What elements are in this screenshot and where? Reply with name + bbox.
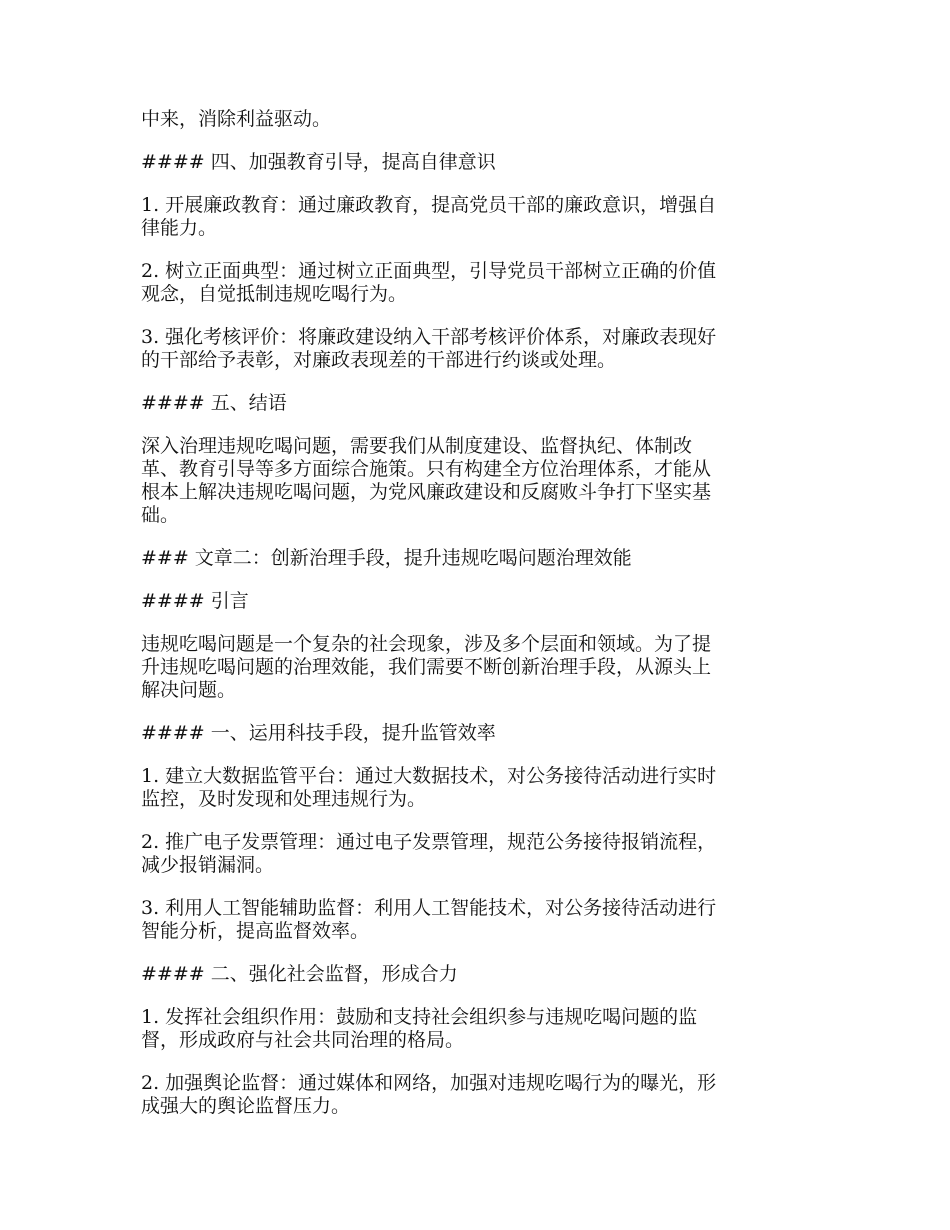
paragraph [141,831,806,877]
paragraph [141,108,806,131]
text-line: 1. 建立大数据监管平台：通过大数据技术，对公务接待活动进行实时 [141,765,717,787]
text-line: 律能力。 [141,217,218,239]
text-line: 3. 利用人工智能辅助监督：利用人工智能技术，对公务接待活动进行 [141,897,717,919]
text-line: 1. 发挥社会组织作用：鼓励和支持社会组织参与违规吃喝问题的监 [141,1006,698,1028]
text-line: 监控，及时发现和处理违规行为。 [141,788,427,810]
text-line: 智能分析，提高监督效率。 [141,920,370,942]
paragraph [141,897,806,943]
document-body [141,108,806,1138]
text-line: 2. 推广电子发票管理：通过电子发票管理，规范公务接待报销流程， [141,831,717,853]
text-line: 违规吃喝问题是一个复杂的社会现象，涉及多个层面和领域。为了提 [141,633,712,655]
text-line: 中来，消除利益驱动。 [141,108,332,130]
text-line: 3. 强化考核评价：将廉政建设纳入干部考核评价体系，对廉政表现好 [141,326,717,348]
text-line: #### 五、结语 [141,392,287,414]
text-line: ### 文章二：创新治理手段，提升违规吃喝问题治理效能 [141,547,632,569]
section-heading [141,392,806,415]
text-line: 减少报销漏洞。 [141,854,275,876]
text-line: 1. 开展廉政教育：通过廉政教育，提高党员干部的廉政意识，增强自 [141,194,717,216]
text-line: #### 一、运用科技手段，提升监管效率 [141,722,496,744]
text-line: 根本上解决违规吃喝问题，为党风廉政建设和反腐败斗争打下坚实基 [141,481,712,503]
text-line: 础。 [141,504,180,526]
text-line: 督，形成政府与社会共同治理的格局。 [141,1029,465,1051]
paragraph [141,194,806,240]
text-line: 升违规吃喝问题的治理效能，我们需要不断创新治理手段，从源头上 [141,656,712,678]
section-heading [141,151,806,174]
paragraph [141,326,806,372]
text-line: #### 四、加强教育引导，提高自律意识 [141,151,496,173]
text-line: #### 引言 [141,590,249,612]
text-line: 观念，自觉抵制违规吃喝行为。 [141,283,408,305]
paragraph [141,1006,806,1052]
section-heading [141,963,806,986]
section-heading [141,722,806,745]
paragraph [141,1072,806,1118]
text-line: 的干部给予表彰，对廉政表现差的干部进行约谈或处理。 [141,349,617,371]
text-line: 成强大的舆论监督压力。 [141,1095,351,1117]
text-line: 深入治理违规吃喝问题，需要我们从制度建设、监督执纪、体制改 [141,435,693,457]
paragraph [141,435,806,527]
paragraph [141,765,806,811]
paragraph [141,633,806,702]
paragraph [141,260,806,306]
section-heading [141,547,806,570]
text-line: 革、教育引导等多方面综合施策。只有构建全方位治理体系，才能从 [141,458,712,480]
text-line: 2. 加强舆论监督：通过媒体和网络，加强对违规吃喝行为的曝光，形 [141,1072,717,1094]
section-heading [141,590,806,613]
text-line: 2. 树立正面典型：通过树立正面典型，引导党员干部树立正确的价值 [141,260,717,282]
text-line: #### 二、强化社会监督，形成合力 [141,963,458,985]
text-line: 解决问题。 [141,679,237,701]
